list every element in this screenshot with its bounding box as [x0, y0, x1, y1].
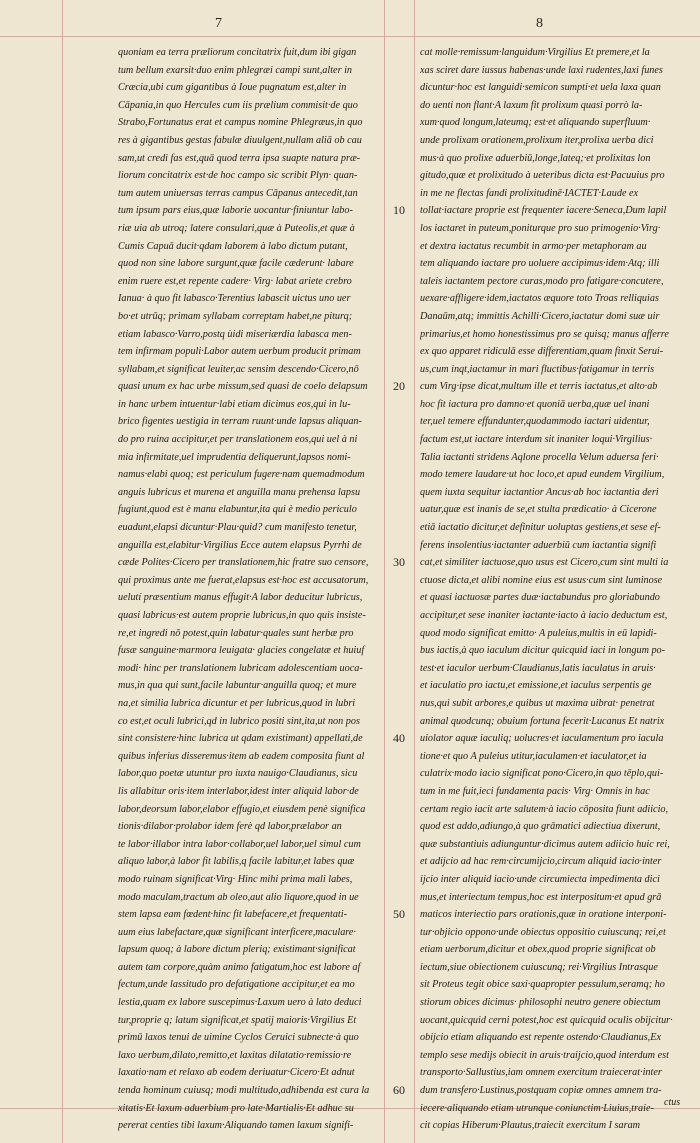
text-line: in hanc urbem intuentur·labi etiam dicimus eos,qui in lu- [118, 398, 351, 410]
text-line: iecere·aliquando etiam utrunque coniunctim·Liuius,traie- [420, 1102, 654, 1114]
text-line: et adijcio ad hac rem·circumijcio,circum aliquid iacio·inter [420, 856, 662, 868]
text-line: ex quo apparet ridiculā esse differentiam,quam finxit Serui- [420, 346, 664, 358]
text-line: euadunt,elapsi dicuntur·Plau·quid? cum manifesto tenetur, [118, 522, 357, 534]
text-line: cat molle·remissum·languidum·Virgilius Et premere,et la [420, 47, 650, 58]
text-line: bus iactis,à quo iaculum dicitur quicquid iaci in longum po- [420, 645, 666, 657]
text-line: anguilla est,elabitur·Virgilius Ecce autem elapsus Pyrrhi de [118, 539, 362, 551]
text-line: accipitur,et sese inaniter iactante·iacto à iacio deductum est, [420, 610, 668, 621]
text-line: labor,quo poetæ utuntur pro iuxta nauigo·Claudianus, sicu [118, 768, 358, 780]
line-number: 10 [393, 203, 405, 218]
text-line: syllabam,et significat leuiter,ac sensim descendo·Cicero,nō [118, 363, 359, 375]
folio-right: 8 [536, 16, 543, 31]
text-line: fectum,unde lassitudo pro defatigatione accipitur,et ea mo [118, 979, 355, 991]
folio-left: 7 [215, 16, 222, 31]
catchword: ctus [664, 1097, 681, 1108]
text-line: quibus inferius disseremus·item ab eadem composita fiunt al [118, 750, 365, 762]
right-text-column [420, 44, 698, 1135]
text-line: cum Virg·ipse dicat,multum ille et terris iactatus,et alto·ab [420, 381, 658, 393]
text-line: ter,uel temere effundunter,quodammodo iactari uidentur, [420, 416, 650, 428]
text-line: bo·et utrūq; primam syllabam correptam habet,ne piturq; [118, 310, 353, 322]
text-line: quasi unum ex hac urbe missum,sed quasi de coelo delapsum [118, 381, 368, 393]
text-line: tur·objicio oppono·unde obiectus oppositio cuiuscunq; rei,et [420, 926, 666, 938]
text-line: uelutí præsentium manus effugit·A labor deducitur lubricus, [118, 592, 363, 604]
text-line: liorum concitatrix est·de hoc campo sic scribit Plyn· quan- [118, 170, 358, 182]
text-line: tum in me fuit,ieci fundamenta pacis· Virg· Omnis in hac [420, 785, 650, 797]
text-line: transporto·Sallustius,iam omnem exercitum traiecerat·inter [420, 1067, 662, 1079]
text-line: do uenti non flant·A laxum fit prolixum quasi porrò la- [420, 99, 643, 111]
text-line: autem tam corpore,quàm animo fatigatum,hoc est labore af [118, 961, 361, 973]
text-line: mus,in qua qui sunt,facile labuntur·anguilla quoq; et mure [118, 680, 357, 692]
text-line: xum·quod longum,lateumq; est·et aliquando superfluum· [420, 117, 651, 129]
text-line: modo maculam,tractum ab oleo,aut alio liquore,quod in ue [118, 891, 359, 903]
text-line: lestia,quam ex labore suscepimus·Laxum uero à lato deduci [118, 997, 362, 1009]
text-line: uum eius labefactare,quæ significant interficere,maculare· [118, 926, 356, 938]
text-line: quem iuxta sequitur iactantior Ancus·ab hoc iactantia deri [420, 486, 659, 498]
text-line: et iaculatio pro iactu,et emissione,et iaculus serpentis ge [420, 680, 652, 692]
text-line: etiam uerborum,dicitur et obex,quod proprie significat ob [420, 944, 656, 956]
text-line: xas sciret dare iussus habenas·unde laxi rudentes,laxi funes [420, 64, 663, 76]
text-line: quod modo significat emitto· A puleius,multis in eū lapidi- [420, 627, 657, 639]
line-number: 20 [393, 379, 405, 394]
text-line: aliquo labor,à labor fit labilis,q facile labitur,et labes quæ [118, 856, 355, 868]
text-line: culatrix·modo iacio significat pono·Cicero,in quo tēplo,qui- [420, 768, 664, 780]
text-line: quoniam ea terra præliorum concitatrix fuit,dum ibi gigan [118, 47, 357, 58]
text-line: fugiunt,quod est è manu elabuntur,ita qui è medio periculo [118, 504, 357, 516]
text-line: laxatio·nam et relaxo ab eodem deriuatur·Cicero·Et adnut [118, 1067, 355, 1079]
text-line: quod non sine labore surgunt,quæ facile cæderunt· labare [118, 258, 354, 270]
center-rule-right [414, 0, 415, 1143]
text-line: los iactaret in puteum,poniturque pro suo primogenio·Virg· [420, 222, 661, 234]
text-line: tollat·iactare proprie est frequenter iacere·Seneca,Dum lapil [420, 205, 667, 217]
text-line: primū laxos tenui de uimine Cyclos Ceruici subnecte·à quo [118, 1032, 359, 1044]
text-line: et dextra iactatus recumbit in armo·per metaphoram au [420, 240, 647, 252]
text-line: ctuose dicta,et alibi nomine eius est usus·cum sint luminose [420, 574, 663, 586]
text-line: do pro ruina accipitur,et per translationem eos,qui uel à ni [118, 434, 358, 446]
text-line: modo ruinam significat·Virg· Hinc mihi prima mali labes, [118, 873, 353, 885]
text-line: in me ne flectas fandi prolixitudinē·IACTET·Laude ex [420, 187, 639, 199]
text-line: enim ruere est,et repente cadere· Virg· labat ariete crebro [118, 275, 352, 287]
line-number: 60 [393, 1083, 405, 1098]
text-line: quod est addo,adiungo,à quo grāmatici adiectiua dixerunt, [420, 821, 661, 833]
text-line: maticos interiectio pars orationis,quæ in oratione interponi- [420, 909, 667, 921]
text-line: ijcio inter aliquid iacio·unde circumiecta impedimenta dici [420, 873, 660, 885]
text-line: fusæ sanguine·marmora leuigata· glacies congelatæ et huiuf [118, 645, 365, 657]
text-line: obijcio etiam aliquando est repente ostendo·Claudianus,Ex [420, 1032, 661, 1044]
text-line: quasi labricus·est autem proprie lubricus,in quo quis insiste- [118, 610, 366, 621]
line-number: 40 [393, 731, 405, 746]
text-line: Ianua· à quo fit labasco·Terentius labascit uictus uno uer [118, 293, 351, 305]
top-rule [0, 36, 700, 37]
text-line: tum ipsum pars eius,quæ laborie uocantur·finiuntur labo- [118, 205, 353, 217]
text-line: ferens insolentius·iactanter aduerbiū cum iactantia signifi [420, 539, 657, 551]
text-line: tem aliquando iactare pro uoluere accipimus·idem·Atq; illi [420, 258, 660, 270]
text-line: stiorum obices dicimus· philosophi neutro genere obiectum [420, 997, 661, 1009]
text-line: quæ substantiuis adiunguntur·dicimus autem adiicio huic rei, [420, 838, 670, 850]
text-line: dicuntur·hoc est languidi·semicon sumpti·et uela laxa quan [420, 82, 661, 94]
text-line: us,cum inqt,iactamur in mari fluctibus·fatigamur in terris [420, 363, 655, 375]
text-line: nus,qui subit arbores,e quibus ut maxima uibrat· penetrat [420, 697, 655, 709]
text-line: cæde Polites·Cicero per translationem,hic fratre suo censore, [118, 557, 369, 569]
text-line: anguis lubricus et murena et anguilla manu prehensa lapsu [118, 486, 361, 498]
line-number: 50 [393, 907, 405, 922]
line-number: 30 [393, 555, 405, 570]
text-line: uocant,quicquid cerni potest,hoc est quicquid oculis obijcitur· [420, 1014, 673, 1026]
text-line: stem lapsa eam fœdent·hinc fit labefacere,et frequentati- [118, 909, 347, 921]
text-line: hoc fit iactura pro damno·et quoniā uerba,quæ uel inani [420, 398, 650, 410]
text-line: modo temere laudare·ut hoc loco,et apud eundem Virgilium, [420, 469, 665, 481]
text-line: tem infirmam populi·Labor autem uerbum producit primam [118, 346, 361, 358]
text-line: uexare·affligere·idem,iactatos æquore toto Troas relliquias [420, 293, 659, 305]
text-line: et quasi iactuosæ partes duæ·iactabundus pro gloriabundo [420, 592, 660, 604]
text-line: co est,et oculi lubrici,qd in lubrico positi sint,ita,ut non pos [118, 715, 360, 727]
text-line: tione·et quo A puleius utitur,iaculamen·et iaculator,et ia [420, 750, 647, 762]
left-margin-rule [62, 0, 63, 1143]
text-line: test·et iaculor uerbum·Claudianus,latis iaculatus in aruis· [420, 662, 656, 674]
text-line: taleis iactantem pectore curas,modo pro fatigare·concutere, [420, 275, 664, 287]
text-line: primarius,et homo honestissimus pro se quisq; manus afferre [420, 328, 669, 340]
text-line: etiam labasco·Varro,postq ùidi miseriærdia labasca men- [118, 328, 352, 340]
text-line: iectum,siue obiectionem cuiuscunq; rei·Virgilius Intrasque [420, 961, 658, 973]
text-line: Danaūm,atq; immittis Achilli·Cicero,iactatur domi suæ uir [420, 310, 660, 322]
text-line: laxo uerbum,dilato,remitto,et laxitas dilatatio·remissio·re [118, 1049, 352, 1061]
line-number-column [384, 44, 414, 1135]
text-line: lapsum quoq; à labore dictum pleriq; existimant·significat [118, 944, 356, 956]
text-line: mus·à quo prolixe aduerbiū,longe,lateq;·et prolixitas lon [420, 152, 651, 164]
text-line: qui proximus ante me fuerat,elapsus est·hoc est accusatorum, [118, 574, 369, 586]
text-line: labor,deorsum labor,elabor effugio,et eiusdem penè significa [118, 803, 366, 815]
text-line: unde prolixam orationem,prolixum iter,prolixa uerba dici [420, 134, 654, 146]
text-line: lis allabitur oris·item interlabor,idest inter aliquid labor·de [118, 785, 359, 797]
text-line: brico figentes uestigia in terram ruunt·unde lapsus aliquan- [118, 416, 362, 428]
text-line: tionis·dilabor·prolabor idem ferè qd labor,prælabor an [118, 821, 342, 833]
text-line: etiā iactatio dicitur,et definitur uoluptas gestiens,et sese ef- [420, 522, 661, 534]
text-line: modi· hinc per translationem lubricam adolescentiam uoca- [118, 662, 363, 674]
text-line: uatur,quæ est inanis de se,et stulta prædicatio· à Cicerone [420, 504, 657, 516]
left-text-column [118, 44, 384, 1135]
text-line: certam regio iacit arte salutem·à iacio cōposita fiunt adiicio, [420, 803, 669, 815]
text-line: Cræcia,ubi cum gigantibus à Ioue pugnatum est,alter in [118, 82, 347, 94]
text-line: uiolator aquæ iaculiq; uolucres·et iaculamentum pro iacula [420, 733, 664, 745]
text-line: templo sese medijs obiecit in aruis·traijcio,quod interdum est [420, 1049, 669, 1061]
text-line: tum bellum exarsit·duo enim phlegræi campi sunt,alter in [118, 64, 353, 76]
text-line: xitatis·Et laxum aduerbium pro late·Martialis·Et adhuc su [118, 1102, 354, 1114]
text-line: te labor·illabor intra labor·collabor,uel labor,uel simul cum [118, 838, 361, 850]
text-line: sint consistere·hinc lubrica ut qdam existimant) appellati,de [118, 733, 363, 745]
text-line: dum transfero·Lustinus,postquam copiæ omnes amnem tra- [420, 1085, 662, 1097]
text-line: na,et similia lubrica dicuntur et per lubricus,quod in lubri [118, 697, 356, 709]
text-line: Talia iactanti stridens Aqlone procella Velum aduersa feri· [420, 451, 659, 463]
text-line: mia infirmitate,uel imprudentia deliquerunt,lapsos nomi- [118, 451, 351, 463]
text-line: Cumis Capuā ducit·qdam laborem à labo dictum putant, [118, 240, 348, 252]
text-line: tum autem uniuersas terras campus Cāpanus antecedit,tan [118, 187, 358, 199]
text-line: tur,proprie q; latum significat,et spatij maioris·Virgilius Et [118, 1014, 357, 1026]
text-line: cat,et similiter iactuose,quo usus est Cicero,cum sint multi ia [420, 557, 669, 569]
text-line: tenda hominum cuiusq; modi multitudo,adhibenda est cura la [118, 1085, 370, 1097]
text-line: sit Proteus tegit obice saxi·quapropter pessulum,seramq; ho [420, 979, 665, 991]
text-line: mus,et interiectum tempus,hoc est interpositum·et apud grā [420, 891, 662, 903]
text-line: factum est,ut iactare interdum sit inaniter loqui·Virgilius· [420, 434, 653, 446]
text-line: namus·elabi quoq; est periculum fugere·nam quemadmodum [118, 469, 365, 481]
text-line: res à gigantibus gestas fabulæ diuulgent,nullam aliā ob cau [118, 134, 362, 146]
text-line: gitudo,quæ et prolixitudo à ueteribus dicta est·Pacuuius pro [420, 170, 665, 182]
text-line: Cāpania,in quo Hercules cum iis prælium commisit·de quo [118, 99, 358, 111]
text-line: cit copias Hiberum·Plautus,traiecit exercitum I saram [420, 1120, 641, 1132]
text-line: sam,ut credi fas est,quā quod terra ipsa suapte natura præ- [118, 152, 361, 164]
text-line: animal quodcunq; obuium fortuna fecerit·Lucanus Et natrix [420, 715, 665, 727]
text-line: Strabo,Fortunatus erat et campus nomine Phlegræus,in quo [118, 117, 363, 129]
text-line: re,et ingredi nō potest,quin labatur·quales sunt herbæ pro [118, 627, 354, 639]
text-line: pererat centies tibi laxum·Aliquando tamen laxum signifi- [118, 1120, 354, 1132]
text-line: riæ uia ab utroq; latere consulari,quæ à Puteolis,et quæ à [118, 222, 355, 234]
